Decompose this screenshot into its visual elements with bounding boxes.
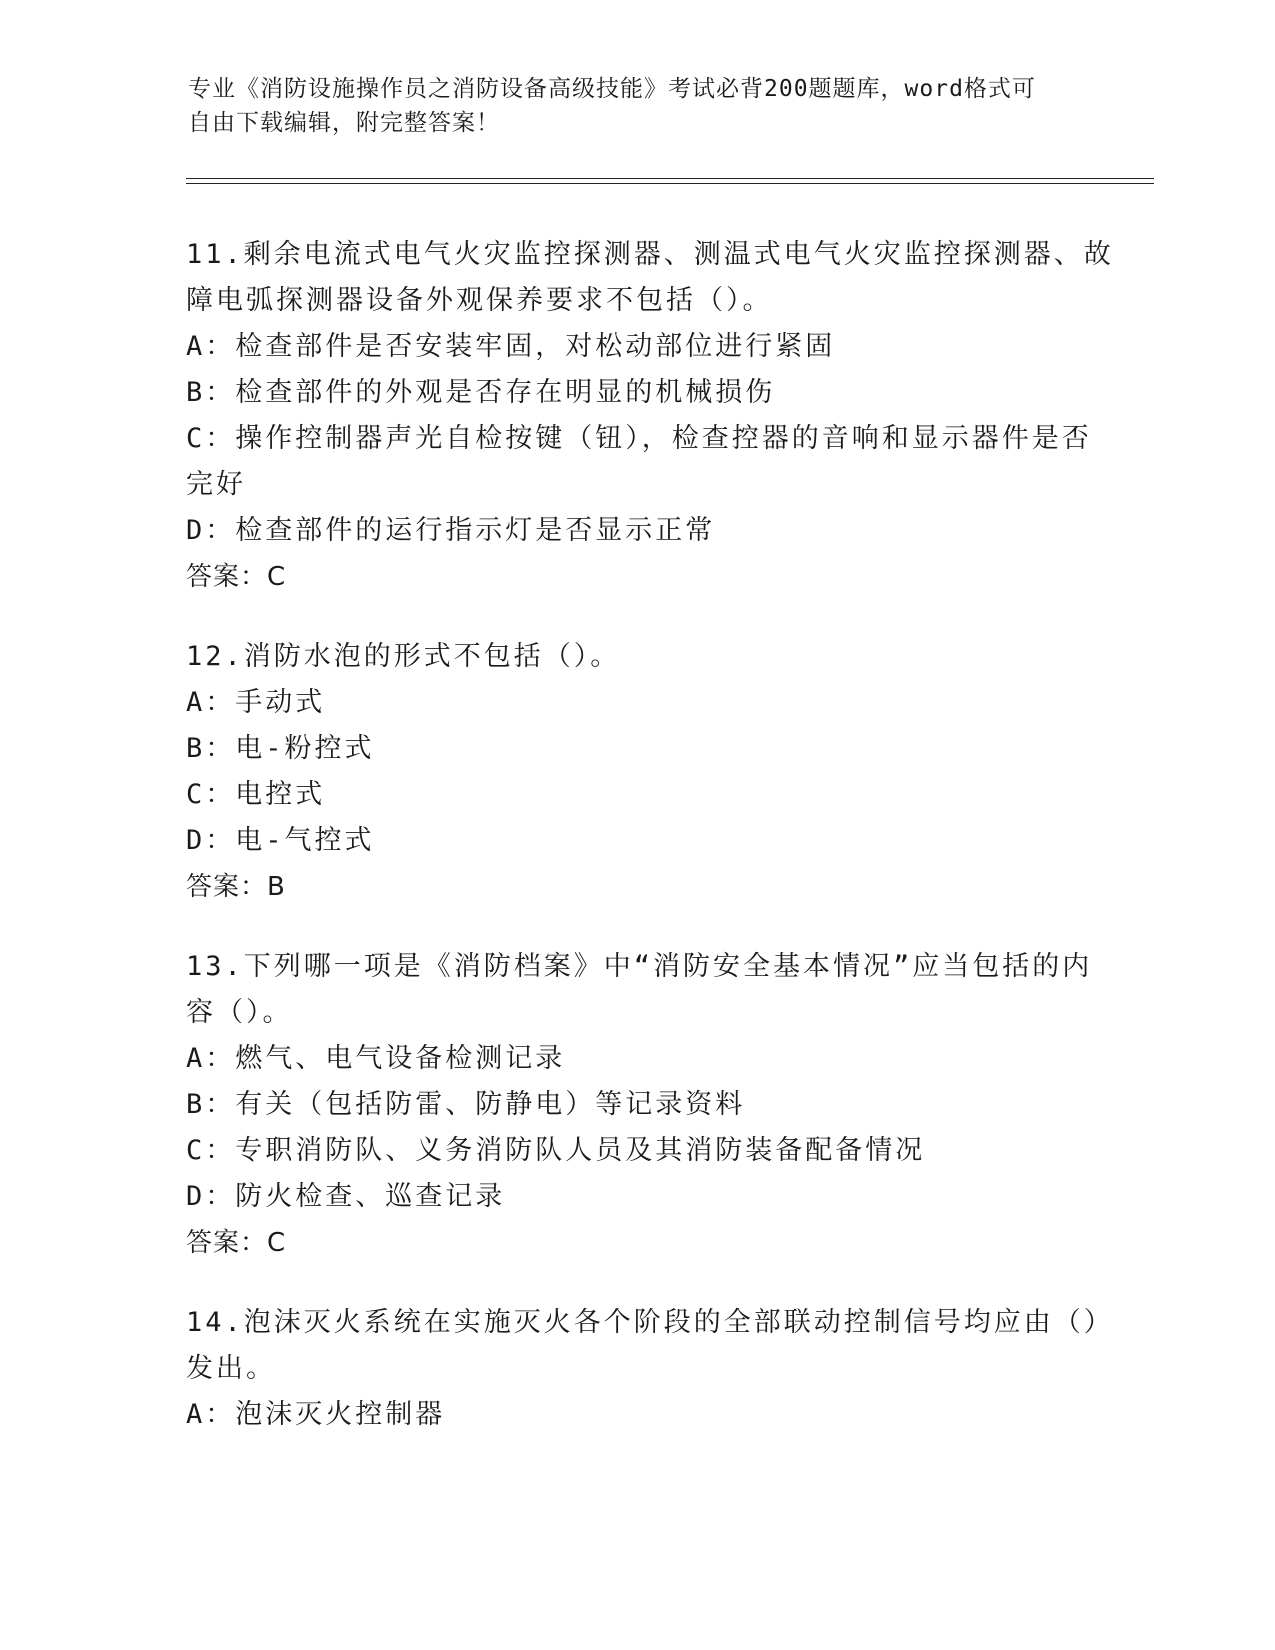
answer-line: 答案：C bbox=[186, 1228, 287, 1258]
document-header bbox=[188, 72, 1068, 140]
header-line-1: 专业《消防设施操作员之消防设备高级技能》考试必背200题题库，word格式可 bbox=[188, 76, 1036, 102]
option-c: C：专职消防队、义务消防队人员及其消防装备配备情况 bbox=[186, 1135, 926, 1166]
option-d: D：电-气控式 bbox=[186, 825, 375, 856]
question-13 bbox=[186, 944, 1093, 1266]
option-d: D：防火检查、巡查记录 bbox=[186, 1181, 506, 1212]
option-a: A：泡沫灭火控制器 bbox=[186, 1399, 446, 1430]
answer-line: 答案：B bbox=[186, 872, 286, 902]
question-stem-line: 11.剩余电流式电气火灾监控探测器、测温式电气火灾监控探测器、故 bbox=[186, 239, 1114, 270]
option-a: A：燃气、电气设备检测记录 bbox=[186, 1043, 566, 1074]
header-divider-top bbox=[186, 178, 1154, 179]
question-list bbox=[186, 232, 1114, 1472]
question-stem-line: 容（）。 bbox=[186, 997, 293, 1028]
header-divider-bottom bbox=[186, 183, 1154, 184]
header-line-2: 自由下载编辑，附完整答案！ bbox=[188, 110, 500, 136]
option-b: B：检查部件的外观是否存在明显的机械损伤 bbox=[186, 377, 776, 408]
option-b: B：电-粉控式 bbox=[186, 733, 375, 764]
option-a: A：手动式 bbox=[186, 687, 326, 718]
option-c: C：电控式 bbox=[186, 779, 326, 810]
question-stem-line: 发出。 bbox=[186, 1353, 276, 1384]
option-d: D：检查部件的运行指示灯是否显示正常 bbox=[186, 515, 716, 546]
question-11 bbox=[186, 232, 1114, 600]
question-14 bbox=[186, 1300, 1114, 1438]
question-stem-line: 14.泡沫灭火系统在实施灭火各个阶段的全部联动控制信号均应由（） bbox=[186, 1307, 1114, 1338]
answer-line: 答案：C bbox=[186, 562, 287, 592]
question-12 bbox=[186, 634, 1086, 910]
question-stem-line: 障电弧探测器设备外观保养要求不包括（）。 bbox=[186, 285, 773, 316]
question-stem-line: 12.消防水泡的形式不包括（）。 bbox=[186, 641, 621, 672]
option-b: B：有关（包括防雷、防静电）等记录资料 bbox=[186, 1089, 746, 1120]
option-a: A：检查部件是否安装牢固，对松动部位进行紧固 bbox=[186, 331, 836, 362]
option-c-continued: 完好 bbox=[186, 469, 246, 500]
question-stem-line: 13.下列哪一项是《消防档案》中“消防安全基本情况”应当包括的内 bbox=[186, 951, 1093, 982]
option-c: C：操作控制器声光自检按键（钮），检查控器的音响和显示器件是否 bbox=[186, 423, 1092, 454]
